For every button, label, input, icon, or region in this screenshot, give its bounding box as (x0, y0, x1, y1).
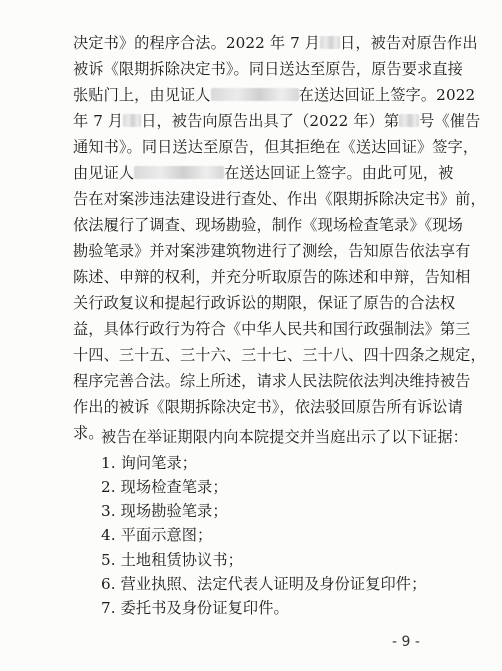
evidence-item: 5. 土地租赁协议书； (101, 551, 243, 569)
redacted-date (123, 114, 141, 127)
evidence-item: 6. 营业执照、法定代表人证明及身份证复印件； (101, 575, 427, 593)
redacted-witness-name (211, 88, 299, 101)
body-line-13: 十四、三十五、三十六、三十七、三十八、四十四条之规定， (73, 346, 486, 364)
redacted-doc-number (399, 114, 419, 127)
redacted-date (320, 36, 340, 49)
evidence-item: 4. 平面示意图； (101, 526, 213, 544)
body-line-5: 通知书》。同日送达至原告，但其拒绝在《送达回证》签字， (73, 138, 479, 156)
body-line-16: 求。 (73, 424, 104, 442)
body-line-15: 作出的被诉《限期拆除决定书》，依法驳回原告所有诉讼请 (73, 398, 463, 416)
body-line-14: 程序完善合法。综上所述，请求人民法院依法判决维持被告 (73, 372, 471, 390)
evidence-item: 2. 现场检查笔录； (101, 478, 228, 496)
evidence-item: 7. 委托书及身份证复印件。 (101, 599, 289, 617)
body-line-2: 被诉《限期拆除决定书》。同日送达至原告，原告要求直接 (73, 60, 463, 78)
body-line-11: 关行政复议和提起行政诉讼的期限，保证了原告的合法权 (73, 294, 456, 312)
body-line-4: 年 7 月 日，被告向原告出具了（2022 年）第 号《催告 (73, 112, 481, 130)
redacted-witness-name (134, 166, 224, 179)
body-line-8: 依法履行了调查、现场勘验，制作《现场检查笔录》《现场 (73, 216, 463, 234)
body-line-3: 张贴门上，由见证人 在送达回证上签字。2022 (73, 86, 476, 104)
body-line-12: 益，具体行政行为符合《中华人民共和国行政强制法》第三 (73, 320, 471, 338)
page-number: - 9 - (392, 634, 420, 650)
body-line-1: 决定书》的程序合法。2022 年 7 月 日，被告对原告作出 (73, 34, 478, 52)
body-line-10: 陈述、申辩的权利，并充分听取原告的陈述和申辩，告知相 (73, 268, 471, 286)
evidence-intro: 被告在举证期限内向本院提交并当庭出示了以下证据： (101, 428, 468, 446)
body-line-6: 由见证人 在送达回证上签字。由此可见，被 (73, 164, 454, 182)
evidence-item: 3. 现场勘验笔录； (101, 502, 228, 520)
body-line-7: 告在对案涉违法建设进行查处、作出《限期拆除决定书》前， (73, 190, 486, 208)
evidence-item: 1. 询问笔录； (101, 454, 198, 472)
body-line-9: 勘验笔录》并对案涉建筑物进行了测绘，告知原告依法享有 (73, 242, 471, 260)
